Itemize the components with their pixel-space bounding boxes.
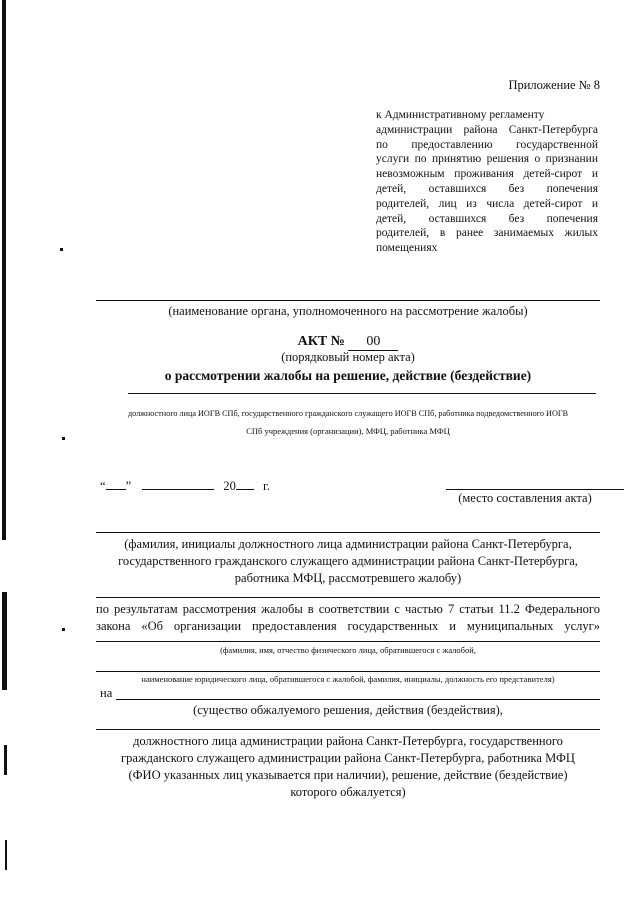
legal-entity-line [96, 671, 600, 672]
regulation-line: услуги по принятию решения о признании [376, 153, 598, 166]
appendix-title: Приложение № 8 [508, 78, 600, 92]
organ-caption: (наименование органа, уполномоченного на рассмотрение жалобы) [168, 304, 528, 318]
place-line [446, 489, 624, 490]
act-title [96, 334, 600, 351]
regulation-line: детей, оставшихся без попечения [376, 212, 598, 225]
reviewer-caption [96, 536, 600, 587]
results-line-text: по результатам рассмотрения жалобы в соответствии с частью 7 статьи 11.2 Федерального [96, 602, 600, 616]
reviewer-line [96, 532, 600, 533]
official-caption: должностного лица ИОГВ СПб, государственного гражданского служащего ИОГВ СПб, работника подведомственного ИОГВ [127, 409, 569, 418]
year-field[interactable] [236, 478, 254, 490]
official-caption: СПб учреждения (организации), МФЦ, работника МФЦ [246, 426, 450, 436]
essence-caption: (существо обжалуемого решения, действия (бездействия), [193, 703, 503, 717]
place-caption: (место составления акта) [458, 491, 592, 505]
legal-entity-caption: наименование юридического лица, обратившегося с жалобой, фамилия, инициалы, должность его представителя) [141, 674, 555, 684]
final-caption-line: гражданского служащего администрации района Санкт-Петербурга, работника МФЦ [121, 751, 575, 765]
year-century: 20 [223, 479, 236, 493]
final-line [96, 729, 600, 730]
individual-caption: (фамилия, имя, отчество физического лица, обратившегося с жалобой, [220, 645, 476, 655]
date-close-quote: ” [125, 479, 132, 493]
date-open-quote: “ [100, 479, 106, 493]
results-text [96, 601, 600, 635]
reviewer-caption-line: (фамилия, инициалы должностного лица администрации района Санкт-Петербурга, [124, 537, 572, 551]
final-caption [96, 733, 600, 801]
regulation-line: родителей, в ранее занимаемых жилых [376, 227, 598, 240]
scan-mark [4, 745, 7, 775]
act-label: АКТ № [297, 334, 345, 349]
year-suffix: г. [263, 479, 270, 493]
act-subject: о рассмотрении жалобы на решение, действие (бездействие) [164, 368, 532, 383]
day-field[interactable] [106, 478, 126, 490]
official-line [128, 393, 596, 394]
date-row [100, 478, 300, 494]
scan-mark [5, 840, 7, 870]
final-caption-line: (ФИО указанных лиц указывается при наличии), решение, действие (бездействие) [128, 768, 568, 782]
scan-dot [60, 248, 63, 251]
scan-mark [2, 592, 7, 690]
final-caption-line: которого обжалуется) [290, 785, 406, 799]
regulation-line: к Административному регламенту [376, 109, 545, 121]
scan-dot [62, 437, 65, 440]
act-number: 00 [348, 334, 398, 351]
regulation-line: детей, оставшихся без попечения [376, 182, 598, 195]
reviewer-caption-line: государственного гражданского служащего администрации района Санкт-Петербурга, [118, 554, 578, 568]
final-caption-line: должностного лица администрации района Санкт-Петербурга, государственного [133, 734, 563, 748]
month-field[interactable] [142, 478, 214, 490]
results-line [96, 597, 600, 598]
act-number-caption: (порядковый номер акта) [281, 350, 415, 364]
regulation-line: помещениях [376, 242, 438, 255]
regulation-line: по предоставлению государственной [376, 138, 598, 151]
essence-line [116, 699, 600, 700]
regulation-reference [376, 108, 598, 256]
regulation-line: невозможным проживания детей-сирот и [376, 168, 598, 181]
regulation-line: администрации района Санкт-Петербурга [376, 123, 598, 136]
regulation-line: родителей, лиц из числа детей-сирот и [376, 197, 598, 210]
organ-name-line [96, 300, 600, 301]
individual-line [96, 641, 600, 642]
on-label: на [100, 686, 113, 700]
scan-mark [2, 0, 6, 540]
scan-dot [62, 628, 65, 631]
reviewer-caption-line: работника МФЦ, рассмотревшего жалобу) [234, 571, 462, 585]
results-line-text: закона «Об организации предоставления государственных и муниципальных услуг» [96, 619, 600, 633]
